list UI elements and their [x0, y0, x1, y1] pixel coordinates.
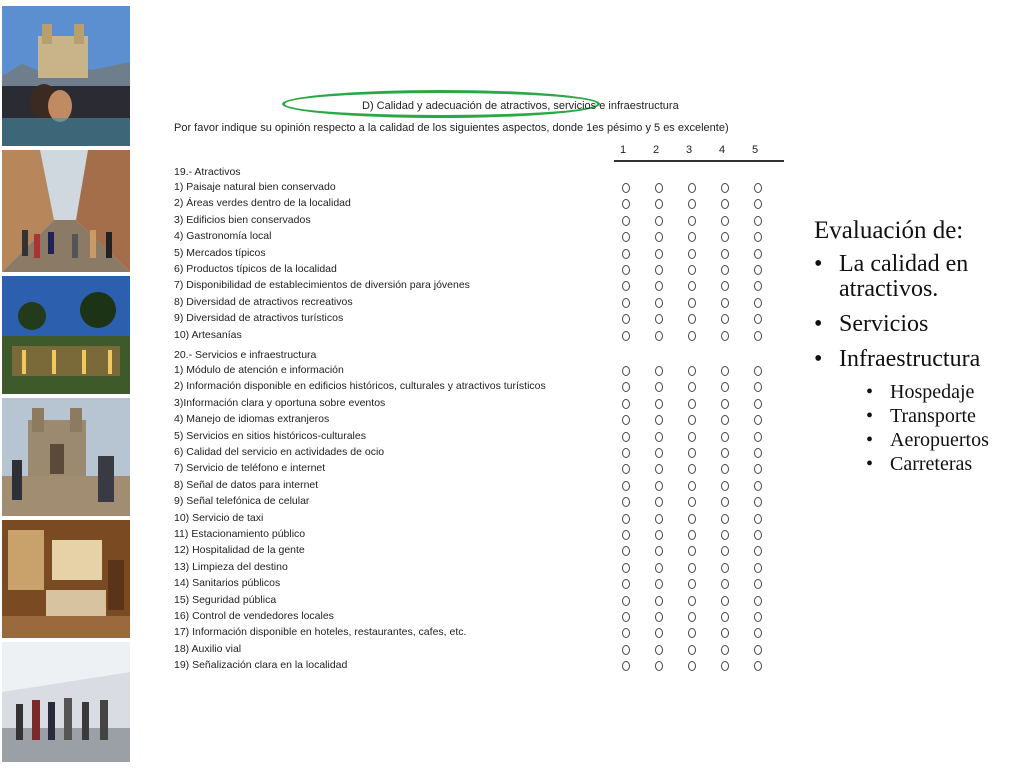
rating-radio-5[interactable] [754, 366, 762, 376]
question-label: 18) Auxilio vial [174, 642, 242, 655]
rating-radio-3[interactable] [688, 563, 696, 573]
rating-radio-3[interactable] [688, 497, 696, 507]
rating-radio-1[interactable] [622, 448, 630, 458]
question-row [172, 397, 772, 412]
question-row [172, 279, 772, 294]
rating-radio-4[interactable] [721, 464, 729, 474]
scale-label-4: 4 [719, 144, 726, 156]
question-row [172, 643, 772, 658]
question-row [172, 479, 772, 494]
question-label: 2) Información disponible en edificios históricos, culturales y atractivos turísticos [174, 380, 546, 393]
rating-radio-1[interactable] [622, 563, 630, 573]
rating-radio-4[interactable] [721, 249, 729, 259]
rating-radio-1[interactable] [622, 265, 630, 275]
summary-item-atractivos: • La calidad en atractivos. [814, 251, 969, 302]
rating-radio-2[interactable] [655, 366, 663, 376]
rating-radio-5[interactable] [754, 331, 762, 341]
question-label: 14) Sanitarios públicos [174, 577, 281, 590]
rating-radio-3[interactable] [688, 183, 696, 193]
rating-radio-2[interactable] [655, 216, 663, 226]
rating-radio-5[interactable] [754, 216, 762, 226]
rating-radio-1[interactable] [622, 415, 630, 425]
rating-radio-5[interactable] [754, 448, 762, 458]
question-row [172, 528, 772, 543]
rating-radio-2[interactable] [655, 281, 663, 291]
rating-radio-2[interactable] [655, 661, 663, 671]
rating-radio-1[interactable] [622, 661, 630, 671]
rating-radio-4[interactable] [721, 265, 729, 275]
rating-radio-5[interactable] [754, 265, 762, 275]
rating-radio-5[interactable] [754, 645, 762, 655]
question-row [172, 430, 772, 445]
bullet-icon: • [866, 429, 874, 451]
rating-radio-4[interactable] [721, 183, 729, 193]
bullet-icon: • [814, 311, 823, 337]
question-label: 10) Servicio de taxi [174, 511, 264, 524]
question-label: 4) Manejo de idiomas extranjeros [174, 413, 330, 426]
rating-radio-4[interactable] [721, 382, 729, 392]
question-row [172, 263, 772, 278]
rating-radio-4[interactable] [721, 399, 729, 409]
question-row [172, 364, 772, 379]
question-label: 17) Información disponible en hoteles, restaurantes, cafes, etc. [174, 626, 467, 639]
rating-radio-1[interactable] [622, 497, 630, 507]
rating-radio-1[interactable] [622, 464, 630, 474]
rating-radio-3[interactable] [688, 399, 696, 409]
rating-radio-2[interactable] [655, 481, 663, 491]
rating-radio-3[interactable] [688, 366, 696, 376]
summary-item-servicios: • Servicios [814, 311, 929, 337]
rating-radio-3[interactable] [688, 628, 696, 638]
rating-radio-1[interactable] [622, 628, 630, 638]
rating-radio-2[interactable] [655, 645, 663, 655]
rating-radio-1[interactable] [622, 514, 630, 524]
church-plaza-icon [2, 398, 130, 516]
rating-radio-1[interactable] [622, 232, 630, 242]
photo-cathedral-pool [2, 6, 130, 148]
rating-radio-5[interactable] [754, 199, 762, 209]
rating-radio-1[interactable] [622, 432, 630, 442]
question-label: 8) Señal de datos para internet [174, 478, 319, 491]
rating-radio-1[interactable] [622, 530, 630, 540]
rating-radio-2[interactable] [655, 448, 663, 458]
photo-strip [2, 6, 130, 762]
rating-radio-5[interactable] [754, 399, 762, 409]
rating-radio-5[interactable] [754, 481, 762, 491]
scale-label-2: 2 [653, 144, 660, 156]
question-label: 7) Servicio de teléfono e internet [174, 462, 326, 475]
cathedral-pool-icon [2, 6, 130, 146]
summary-title: Evaluación de: [814, 217, 964, 244]
rating-radio-1[interactable] [622, 366, 630, 376]
question-label: 19) Señalización clara en la localidad [174, 659, 348, 672]
photo-hotel-room [2, 520, 130, 640]
rating-radio-4[interactable] [721, 645, 729, 655]
rating-radio-1[interactable] [622, 281, 630, 291]
rating-radio-2[interactable] [655, 464, 663, 474]
rating-radio-3[interactable] [688, 382, 696, 392]
question-group-title: 20.- Servicios e infraestructura [174, 349, 317, 361]
rating-radio-1[interactable] [622, 183, 630, 193]
rating-radio-4[interactable] [721, 331, 729, 341]
rating-radio-1[interactable] [622, 382, 630, 392]
rating-radio-2[interactable] [655, 415, 663, 425]
rating-radio-3[interactable] [688, 249, 696, 259]
rating-radio-3[interactable] [688, 514, 696, 524]
rating-radio-3[interactable] [688, 314, 696, 324]
rating-radio-4[interactable] [721, 232, 729, 242]
question-row [172, 329, 772, 344]
rating-radio-5[interactable] [754, 628, 762, 638]
rating-radio-1[interactable] [622, 199, 630, 209]
question-label: 7) Disponibilidad de establecimientos de diversión para jóvenes [174, 279, 470, 292]
rating-radio-4[interactable] [721, 514, 729, 524]
rating-radio-4[interactable] [721, 199, 729, 209]
bullet-icon: • [814, 251, 823, 277]
rating-radio-3[interactable] [688, 612, 696, 622]
rating-radio-3[interactable] [688, 232, 696, 242]
question-label: 8) Diversidad de atractivos recreativos [174, 295, 353, 308]
rating-radio-3[interactable] [688, 546, 696, 556]
rating-radio-4[interactable] [721, 530, 729, 540]
question-label: 1) Módulo de atención e información [174, 364, 344, 376]
rating-radio-1[interactable] [622, 216, 630, 226]
rating-radio-5[interactable] [754, 232, 762, 242]
question-row [172, 561, 772, 576]
rating-radio-4[interactable] [721, 497, 729, 507]
rating-radio-3[interactable] [688, 530, 696, 540]
question-row [172, 577, 772, 592]
bullet-icon: • [866, 381, 874, 403]
rating-radio-4[interactable] [721, 563, 729, 573]
scale-label-5: 5 [752, 144, 759, 156]
rating-radio-1[interactable] [622, 314, 630, 324]
bullet-icon: • [866, 405, 874, 427]
rating-radio-2[interactable] [655, 596, 663, 606]
rating-radio-3[interactable] [688, 579, 696, 589]
question-row [172, 495, 772, 510]
rating-radio-2[interactable] [655, 546, 663, 556]
rating-radio-5[interactable] [754, 579, 762, 589]
rating-radio-3[interactable] [688, 216, 696, 226]
rating-radio-1[interactable] [622, 579, 630, 589]
question-label: 3)Información clara y oportuna sobre eventos [174, 396, 386, 409]
rating-radio-4[interactable] [721, 481, 729, 491]
question-row [172, 214, 772, 229]
rating-radio-2[interactable] [655, 579, 663, 589]
question-row [172, 626, 772, 641]
rating-radio-5[interactable] [754, 464, 762, 474]
rating-radio-4[interactable] [721, 661, 729, 671]
question-row [172, 659, 772, 674]
scale-label-3: 3 [686, 144, 693, 156]
summary-subitem-aeropuertos: • Aeropuertos [866, 429, 989, 451]
rating-radio-4[interactable] [721, 628, 729, 638]
question-row [172, 413, 772, 428]
photo-airport-terminal [2, 642, 130, 764]
rating-radio-2[interactable] [655, 432, 663, 442]
rating-radio-5[interactable] [754, 497, 762, 507]
rating-radio-5[interactable] [754, 249, 762, 259]
question-label: 12) Hospitalidad de la gente [174, 544, 305, 557]
question-label: 4) Gastronomía local [174, 230, 272, 243]
rating-scale-header [614, 144, 784, 162]
rating-radio-4[interactable] [721, 415, 729, 425]
photo-church-plaza [2, 398, 130, 518]
question-label: 11) Estacionamiento público [174, 528, 306, 540]
rating-radio-3[interactable] [688, 432, 696, 442]
rating-radio-3[interactable] [688, 199, 696, 209]
rating-radio-2[interactable] [655, 530, 663, 540]
question-label: 10) Artesanías [174, 328, 242, 341]
question-row [172, 446, 772, 461]
photo-night-patio [2, 276, 130, 396]
question-row [172, 380, 772, 395]
rating-radio-4[interactable] [721, 579, 729, 589]
rating-radio-5[interactable] [754, 612, 762, 622]
rating-radio-5[interactable] [754, 298, 762, 308]
rating-radio-3[interactable] [688, 661, 696, 671]
rating-radio-3[interactable] [688, 331, 696, 341]
rating-radio-5[interactable] [754, 530, 762, 540]
rating-radio-1[interactable] [622, 612, 630, 622]
rating-radio-1[interactable] [622, 645, 630, 655]
rating-radio-2[interactable] [655, 612, 663, 622]
question-label: 2) Áreas verdes dentro de la localidad [174, 197, 351, 210]
question-row [172, 312, 772, 327]
rating-radio-5[interactable] [754, 183, 762, 193]
rating-radio-4[interactable] [721, 298, 729, 308]
rating-radio-4[interactable] [721, 448, 729, 458]
rating-radio-3[interactable] [688, 596, 696, 606]
rating-radio-3[interactable] [688, 464, 696, 474]
rating-radio-5[interactable] [754, 432, 762, 442]
rating-radio-5[interactable] [754, 281, 762, 291]
rating-radio-4[interactable] [721, 216, 729, 226]
question-row [172, 296, 772, 311]
rating-radio-1[interactable] [622, 481, 630, 491]
rating-radio-4[interactable] [721, 612, 729, 622]
rating-radio-5[interactable] [754, 382, 762, 392]
rating-radio-2[interactable] [655, 249, 663, 259]
rating-radio-5[interactable] [754, 661, 762, 671]
rating-radio-3[interactable] [688, 265, 696, 275]
rating-radio-3[interactable] [688, 281, 696, 291]
rating-radio-2[interactable] [655, 199, 663, 209]
question-row [172, 462, 772, 477]
rating-radio-5[interactable] [754, 314, 762, 324]
summary-item-infraestructura: • Infraestructura [814, 346, 981, 372]
rating-radio-4[interactable] [721, 281, 729, 291]
question-label: 3) Edificios bien conservados [174, 213, 311, 226]
rating-radio-1[interactable] [622, 331, 630, 341]
question-row [172, 181, 772, 196]
rating-radio-1[interactable] [622, 249, 630, 259]
rating-radio-2[interactable] [655, 265, 663, 275]
rating-radio-3[interactable] [688, 448, 696, 458]
question-label: 6) Productos típicos de la localidad [174, 263, 337, 275]
rating-radio-4[interactable] [721, 314, 729, 324]
scale-label-1: 1 [620, 144, 627, 156]
rating-radio-2[interactable] [655, 399, 663, 409]
bullet-icon: • [866, 453, 874, 475]
question-label: 1) Paisaje natural bien conservado [174, 181, 336, 193]
question-label: 5) Servicios en sitios históricos-culturales [174, 429, 366, 442]
rating-radio-1[interactable] [622, 546, 630, 556]
rating-radio-2[interactable] [655, 331, 663, 341]
rating-radio-3[interactable] [688, 645, 696, 655]
rating-radio-2[interactable] [655, 563, 663, 573]
rating-radio-4[interactable] [721, 432, 729, 442]
rating-radio-4[interactable] [721, 596, 729, 606]
survey-instruction: Por favor indique su opinión respecto a la calidad de los siguientes aspectos, donde 1es pésimo y 5 es excelente) [174, 122, 729, 134]
rating-radio-4[interactable] [721, 366, 729, 376]
rating-radio-2[interactable] [655, 382, 663, 392]
evaluation-summary [814, 216, 1019, 478]
photo-pedestrian-street [2, 150, 130, 274]
rating-radio-1[interactable] [622, 596, 630, 606]
summary-subitem-hospedaje: • Hospedaje [866, 381, 975, 403]
hotel-room-icon [2, 520, 130, 638]
section-heading: D) Calidad y adecuación de atractivos, servicios e infraestructura [362, 100, 679, 112]
question-label: 5) Mercados típicos [174, 246, 266, 259]
question-group-title: 19.- Atractivos [174, 166, 241, 178]
question-row [172, 247, 772, 262]
rating-radio-2[interactable] [655, 183, 663, 193]
rating-radio-2[interactable] [655, 232, 663, 242]
question-label: 9) Señal telefónica de celular [174, 495, 310, 508]
rating-radio-2[interactable] [655, 314, 663, 324]
question-row [172, 512, 772, 527]
rating-radio-4[interactable] [721, 546, 729, 556]
rating-radio-3[interactable] [688, 298, 696, 308]
rating-radio-5[interactable] [754, 546, 762, 556]
question-row [172, 610, 772, 625]
question-label: 9) Diversidad de atractivos turísticos [174, 312, 344, 325]
question-label: 16) Control de vendedores locales [174, 610, 334, 622]
rating-radio-2[interactable] [655, 497, 663, 507]
question-row [172, 544, 772, 559]
rating-radio-3[interactable] [688, 415, 696, 425]
rating-radio-2[interactable] [655, 514, 663, 524]
question-label: 15) Seguridad pública [174, 593, 277, 606]
pedestrian-street-icon [2, 150, 130, 272]
question-row [172, 594, 772, 609]
bullet-icon: • [814, 346, 823, 372]
rating-radio-5[interactable] [754, 514, 762, 524]
question-label: 13) Limpieza del destino [174, 560, 288, 573]
question-row [172, 230, 772, 245]
question-row [172, 197, 772, 212]
summary-subitem-carreteras: • Carreteras [866, 453, 973, 475]
rating-radio-3[interactable] [688, 481, 696, 491]
rating-radio-1[interactable] [622, 298, 630, 308]
rating-radio-5[interactable] [754, 596, 762, 606]
rating-radio-5[interactable] [754, 563, 762, 573]
night-patio-icon [2, 276, 130, 394]
summary-subitem-transporte: • Transporte [866, 405, 976, 427]
question-label: 6) Calidad del servicio en actividades de ocio [174, 446, 385, 458]
rating-radio-2[interactable] [655, 628, 663, 638]
airport-terminal-icon [2, 642, 130, 762]
rating-radio-1[interactable] [622, 399, 630, 409]
rating-radio-5[interactable] [754, 415, 762, 425]
rating-radio-2[interactable] [655, 298, 663, 308]
